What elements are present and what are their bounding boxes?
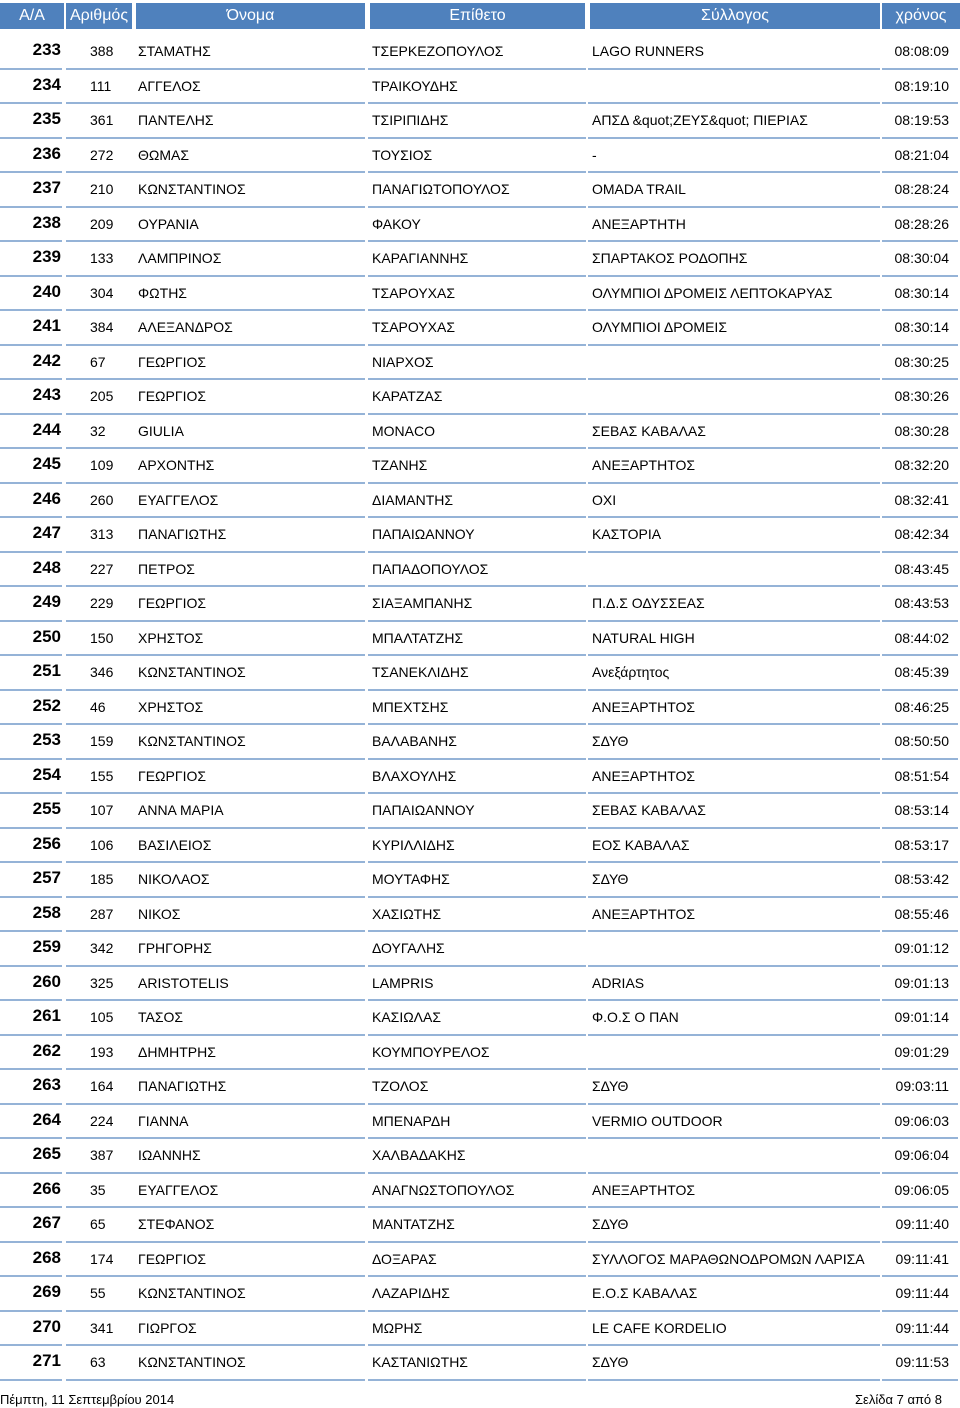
last-name-cell: ΜΠΕΧΤΣΗΣ: [372, 698, 449, 715]
table-row: [0, 829, 960, 864]
time-cell: 09:11:53: [895, 1354, 949, 1370]
rank-cell: 244: [32, 419, 61, 439]
rank-cell: 237: [32, 178, 61, 197]
rank-cell: 245: [32, 454, 61, 473]
bib-number-cell: 229: [90, 595, 114, 611]
club-cell: Ανεξάρτητος: [592, 664, 670, 680]
last-name-cell: MONACO: [372, 422, 435, 439]
table-row: [0, 1105, 960, 1140]
table-row: [0, 1139, 960, 1174]
club-cell: ΣΔΥΘ: [592, 1216, 629, 1232]
table-row: [0, 1277, 960, 1312]
first-name-cell: ΕΥΑΓΓΕΛΟΣ: [138, 491, 219, 508]
last-name-cell: ΤΣΑΝΕΚΛΙΔΗΣ: [372, 664, 469, 680]
table-row: [0, 1312, 960, 1347]
first-name-cell: ΔΗΜΗΤΡΗΣ: [138, 1043, 216, 1060]
club-cell: ΑΝΕΞΑΡΤΗΤΟΣ: [592, 767, 696, 784]
table-row: [0, 242, 960, 277]
last-name-cell: ΤΣΑΡΟΥΧΑΣ: [372, 284, 455, 301]
club-cell: ΑΝΕΞΑΡΤΗΤΟΣ: [592, 457, 696, 473]
row-rule: [66, 1379, 134, 1381]
time-cell: 08:30:04: [894, 250, 949, 266]
rank-cell: 242: [32, 350, 61, 370]
rank-cell: 261: [32, 1006, 61, 1025]
time-cell: 08:19:10: [894, 77, 949, 94]
first-name-cell: ΓΡΗΓΟΡΗΣ: [138, 940, 212, 956]
table-row: [0, 173, 960, 208]
header-last-name: Επίθετο: [370, 3, 585, 29]
time-cell: 09:06:04: [894, 1147, 949, 1163]
club-cell: ΣΔΥΘ: [592, 871, 629, 887]
first-name-cell: ΓΕΩΡΓΙΟΣ: [138, 595, 206, 611]
rank-cell: 265: [32, 1144, 61, 1163]
time-cell: 09:06:03: [894, 1112, 949, 1129]
last-name-cell: ΠΑΠΑΙΩΑΝΝΟΥ: [372, 802, 475, 818]
first-name-cell: ΘΩΜΑΣ: [138, 146, 190, 163]
header-number: Αριθμός: [66, 3, 132, 29]
bib-number-cell: 111: [90, 77, 112, 94]
club-cell: ΣΔΥΘ: [592, 1078, 629, 1094]
bib-number-cell: 63: [90, 1354, 106, 1370]
club-cell: -: [592, 146, 597, 163]
bib-number-cell: 107: [90, 802, 114, 818]
bib-number-cell: 109: [90, 457, 114, 473]
time-cell: 08:30:14: [894, 284, 949, 301]
bib-number-cell: 46: [90, 698, 106, 715]
row-rule: [882, 1379, 958, 1381]
rank-cell: 236: [32, 143, 61, 163]
bib-number-cell: 133: [90, 250, 114, 266]
bib-number-cell: 387: [90, 1147, 114, 1163]
rank-cell: 243: [32, 385, 61, 404]
time-cell: 08:43:53: [894, 595, 949, 611]
row-rule: [134, 1379, 365, 1381]
first-name-cell: ΠΑΝΑΓΙΩΤΗΣ: [138, 1078, 227, 1094]
table-row: [0, 311, 960, 346]
table-row: [0, 139, 960, 174]
table-row: [0, 35, 960, 70]
last-name-cell: ΔΙΑΜΑΝΤΗΣ: [372, 491, 454, 508]
bib-number-cell: 65: [90, 1216, 106, 1232]
time-cell: 08:53:42: [894, 871, 949, 887]
last-name-cell: ΠΑΠΑΙΩΑΝΝΟΥ: [372, 526, 475, 542]
bib-number-cell: 150: [90, 629, 114, 646]
time-cell: 08:08:09: [894, 43, 949, 59]
rank-cell: 262: [32, 1040, 61, 1060]
time-cell: 08:19:53: [894, 112, 949, 128]
club-cell: ΑΝΕΞΑΡΤΗΤΗ: [592, 215, 686, 232]
club-cell: ΟΧΙ: [592, 491, 617, 508]
bib-number-cell: 185: [90, 871, 114, 887]
time-cell: 09:01:14: [894, 1009, 949, 1025]
first-name-cell: ΧΡΗΣΤΟΣ: [138, 698, 204, 715]
club-cell: ΑΝΕΞΑΡΤΗΤΟΣ: [592, 905, 696, 922]
table-row: [0, 208, 960, 243]
club-cell: Π.Δ.Σ ΟΔΥΣΣΕΑΣ: [592, 595, 705, 611]
bib-number-cell: 304: [90, 284, 114, 301]
first-name-cell: ΚΩΝΣΤΑΝΤΙΝΟΣ: [138, 1285, 246, 1301]
table-row: [0, 518, 960, 553]
first-name-cell: ΙΩΑΝΝΗΣ: [138, 1147, 201, 1163]
last-name-cell: ΔΟΞΑΡΑΣ: [372, 1250, 437, 1267]
header-aa: Α/Α: [0, 3, 64, 29]
time-cell: 08:55:46: [894, 905, 949, 922]
first-name-cell: ΚΩΝΣΤΑΝΤΙΝΟΣ: [138, 181, 246, 197]
bib-number-cell: 55: [90, 1285, 106, 1301]
last-name-cell: ΑΝΑΓΝΩΣΤΟΠΟΥΛΟΣ: [372, 1181, 515, 1198]
rank-cell: 257: [32, 868, 61, 887]
table-row: [0, 449, 960, 484]
first-name-cell: ΠΑΝΑΓΙΩΤΗΣ: [138, 526, 227, 542]
table-row: [0, 1070, 960, 1105]
rank-cell: 234: [32, 74, 61, 94]
last-name-cell: ΣΙΑΞΑΜΠΑΝΗΣ: [372, 595, 473, 611]
rank-cell: 253: [32, 730, 61, 749]
first-name-cell: ΓΙΩΡΓΟΣ: [138, 1319, 197, 1336]
time-cell: 09:01:12: [894, 940, 949, 956]
row-rule: [368, 1379, 586, 1381]
last-name-cell: ΧΑΛΒΑΔΑΚΗΣ: [372, 1147, 466, 1163]
rank-cell: 269: [32, 1282, 61, 1301]
time-cell: 08:43:45: [894, 560, 949, 577]
first-name-cell: ARISTOTELIS: [138, 974, 229, 991]
club-cell: ΚΑΣΤΟΡΙΑ: [592, 526, 662, 542]
table-row: [0, 484, 960, 519]
last-name-cell: ΤΖΑΝΗΣ: [372, 457, 428, 473]
club-cell: NATURAL HIGH: [592, 629, 695, 646]
time-cell: 09:11:44: [895, 1319, 949, 1336]
rank-cell: 270: [32, 1316, 61, 1336]
club-cell: VERMIO OUTDOOR: [592, 1112, 723, 1129]
rank-cell: 247: [32, 523, 61, 542]
first-name-cell: ΑΛΕΞΑΝΔΡΟΣ: [138, 319, 233, 335]
club-cell: ΣΥΛΛΟΓΟΣ ΜΑΡΑΘΩΝΟΔΡΟΜΩΝ ΛΑΡΙΣΑ: [592, 1250, 865, 1267]
last-name-cell: ΚΑΣΤΑΝΙΩΤΗΣ: [372, 1354, 468, 1370]
last-name-cell: ΠΑΠΑΔΟΠΟΥΛΟΣ: [372, 560, 489, 577]
table-row: [0, 104, 960, 139]
first-name-cell: ΑΓΓΕΛΟΣ: [138, 77, 201, 94]
first-name-cell: ΛΑΜΠΡΙΝΟΣ: [138, 250, 222, 266]
rank-cell: 266: [32, 1178, 61, 1198]
time-cell: 08:32:20: [894, 457, 949, 473]
table-header: [0, 3, 960, 29]
time-cell: 09:11:40: [895, 1216, 949, 1232]
table-row: [0, 70, 960, 105]
rank-cell: 239: [32, 247, 61, 266]
rank-cell: 267: [32, 1213, 61, 1232]
club-cell: ΕΟΣ ΚΑΒΑΛΑΣ: [592, 836, 690, 853]
table-row: [0, 1243, 960, 1278]
rank-cell: 254: [32, 764, 61, 784]
time-cell: 08:30:26: [894, 388, 949, 404]
club-cell: ΑΝΕΞΑΡΤΗΤΟΣ: [592, 698, 696, 715]
last-name-cell: ΚΑΡΑΓΙΑΝΝΗΣ: [372, 250, 469, 266]
last-name-cell: ΔΟΥΓΑΛΗΣ: [372, 940, 445, 956]
last-name-cell: ΜΟΥΤΑΦΗΣ: [372, 871, 450, 887]
first-name-cell: ΣΤΕΦΑΝΟΣ: [138, 1216, 215, 1232]
table-row: [0, 656, 960, 691]
bib-number-cell: 67: [90, 353, 106, 370]
club-cell: Φ.Ο.Σ Ο ΠΑΝ: [592, 1009, 679, 1025]
rank-cell: 268: [32, 1247, 61, 1267]
bib-number-cell: 105: [90, 1009, 114, 1025]
header-club: Σύλλογος: [590, 3, 880, 29]
table-row: [0, 346, 960, 381]
first-name-cell: ΝΙΚΟΣ: [138, 905, 181, 922]
first-name-cell: ΠΕΤΡΟΣ: [138, 560, 195, 577]
table-row: [0, 760, 960, 795]
first-name-cell: ΚΩΝΣΤΑΝΤΙΝΟΣ: [138, 664, 246, 680]
header-time: χρόνος: [882, 3, 960, 29]
time-cell: 09:11:41: [895, 1250, 949, 1267]
rank-cell: 240: [32, 281, 61, 301]
time-cell: 08:45:39: [894, 664, 949, 680]
bib-number-cell: 260: [90, 491, 114, 508]
club-cell: OMADA TRAIL: [592, 181, 686, 197]
last-name-cell: ΠΑΝΑΓΙΩΤΟΠΟΥΛΟΣ: [372, 181, 510, 197]
club-cell: ΑΝΕΞΑΡΤΗΤΟΣ: [592, 1181, 696, 1198]
bib-number-cell: 313: [90, 526, 114, 542]
rank-cell: 233: [32, 40, 61, 59]
first-name-cell: ΓΕΩΡΓΙΟΣ: [138, 353, 206, 370]
first-name-cell: ΓΕΩΡΓΙΟΣ: [138, 1250, 206, 1267]
first-name-cell: ΠΑΝΤΕΛΗΣ: [138, 112, 214, 128]
last-name-cell: ΝΙΑΡΧΟΣ: [372, 353, 434, 370]
first-name-cell: ΓΕΩΡΓΙΟΣ: [138, 388, 206, 404]
last-name-cell: ΦΑΚΟΥ: [372, 215, 421, 232]
rank-cell: 255: [32, 799, 61, 818]
bib-number-cell: 155: [90, 767, 114, 784]
time-cell: 08:53:17: [894, 836, 949, 853]
rank-cell: 251: [32, 661, 61, 680]
table-row: [0, 622, 960, 657]
bib-number-cell: 287: [90, 905, 114, 922]
first-name-cell: ΚΩΝΣΤΑΝΤΙΝΟΣ: [138, 733, 246, 749]
time-cell: 08:21:04: [894, 146, 949, 163]
bib-number-cell: 193: [90, 1043, 114, 1060]
first-name-cell: ΝΙΚΟΛΑΟΣ: [138, 871, 210, 887]
rank-cell: 235: [32, 109, 61, 128]
table-row: [0, 553, 960, 588]
last-name-cell: ΤΣΕΡΚΕΖΟΠΟΥΛΟΣ: [372, 43, 504, 59]
first-name-cell: ΑΝΝΑ ΜΑΡΙΑ: [138, 802, 224, 818]
last-name-cell: ΜΑΝΤΑΤΖΗΣ: [372, 1216, 455, 1232]
bib-number-cell: 159: [90, 733, 114, 749]
bib-number-cell: 325: [90, 974, 114, 991]
bib-number-cell: 32: [90, 422, 106, 439]
bib-number-cell: 227: [90, 560, 114, 577]
time-cell: 08:51:54: [894, 767, 949, 784]
time-cell: 08:46:25: [894, 698, 949, 715]
time-cell: 08:32:41: [894, 491, 949, 508]
bib-number-cell: 224: [90, 1112, 114, 1129]
first-name-cell: ΒΑΣΙΛΕΙΟΣ: [138, 836, 212, 853]
table-row: [0, 898, 960, 933]
first-name-cell: ΓΕΩΡΓΙΟΣ: [138, 767, 206, 784]
time-cell: 09:06:05: [894, 1181, 949, 1198]
bib-number-cell: 205: [90, 388, 114, 404]
first-name-cell: ΟΥΡΑΝΙΑ: [138, 215, 199, 232]
table-row: [0, 277, 960, 312]
club-cell: ΟΛΥΜΠΙΟΙ ΔΡΟΜΕΙΣ: [592, 319, 727, 335]
rank-cell: 256: [32, 833, 61, 853]
club-cell: LE CAFE KORDELIO: [592, 1319, 727, 1336]
club-cell: ΣΔΥΘ: [592, 733, 629, 749]
time-cell: 09:01:29: [894, 1043, 949, 1060]
rank-cell: 250: [32, 626, 61, 646]
club-cell: LAGO RUNNERS: [592, 43, 705, 59]
bib-number-cell: 106: [90, 836, 114, 853]
time-cell: 09:11:44: [895, 1285, 949, 1301]
last-name-cell: ΤΟΥΣΙΟΣ: [372, 146, 433, 163]
bib-number-cell: 209: [90, 215, 114, 232]
rank-cell: 258: [32, 902, 61, 922]
last-name-cell: ΤΖΟΛΟΣ: [372, 1078, 429, 1094]
time-cell: 08:28:24: [894, 181, 949, 197]
table-row: [0, 1001, 960, 1036]
table-row: [0, 1208, 960, 1243]
last-name-cell: ΤΣΑΡΟΥΧΑΣ: [372, 319, 455, 335]
table-row: [0, 380, 960, 415]
club-cell: ΑΠΣΔ &quot;ΖΕΥΣ&quot; ΠΙΕΡΙΑΣ: [592, 112, 808, 128]
header-first-name: Όνομα: [136, 3, 365, 29]
time-cell: 08:28:26: [894, 215, 949, 232]
club-cell: ΟΛΥΜΠΙΟΙ ΔΡΟΜΕΙΣ ΛΕΠΤΟΚΑΡΥΑΣ: [592, 284, 833, 301]
rank-cell: 248: [32, 557, 61, 577]
bib-number-cell: 174: [90, 1250, 114, 1267]
rank-cell: 259: [32, 937, 61, 956]
table-row: [0, 1174, 960, 1209]
club-cell: Ε.Ο.Σ ΚΑΒΑΛΑΣ: [592, 1285, 698, 1301]
row-rule: [0, 1379, 62, 1381]
footer-date: Πέμπτη, 11 Σεπτεμβρίου 2014: [0, 1392, 175, 1407]
rank-cell: 263: [32, 1075, 61, 1094]
last-name-cell: ΛΑΖΑΡΙΔΗΣ: [372, 1285, 450, 1301]
first-name-cell: ΓΙΑΝΝΑ: [138, 1112, 189, 1129]
bib-number-cell: 341: [90, 1319, 114, 1336]
club-cell: ΣΔΥΘ: [592, 1354, 629, 1370]
first-name-cell: ΣΤΑΜΑΤΗΣ: [138, 43, 211, 59]
rank-cell: 271: [32, 1351, 61, 1370]
club-cell: ΣΠΑΡΤΑΚΟΣ ΡΟΔΟΠΗΣ: [592, 250, 748, 266]
last-name-cell: ΚΥΡΙΛΛΙΔΗΣ: [372, 836, 455, 853]
time-cell: 08:53:14: [894, 802, 949, 818]
time-cell: 09:01:13: [894, 974, 949, 991]
time-cell: 08:30:25: [894, 353, 949, 370]
table-row: [0, 415, 960, 450]
last-name-cell: ΧΑΣΙΩΤΗΣ: [372, 905, 442, 922]
last-name-cell: ΒΑΛΑΒΑΝΗΣ: [372, 733, 457, 749]
bib-number-cell: 384: [90, 319, 114, 335]
last-name-cell: ΜΠΕΝΑΡΔΗ: [372, 1112, 451, 1129]
time-cell: 09:03:11: [895, 1078, 949, 1094]
first-name-cell: ΦΩΤΗΣ: [138, 284, 187, 301]
rank-cell: 260: [32, 971, 61, 991]
last-name-cell: ΤΣΙΡΙΠΙΔΗΣ: [372, 112, 449, 128]
table-row: [0, 691, 960, 726]
time-cell: 08:42:34: [894, 526, 949, 542]
time-cell: 08:44:02: [894, 629, 949, 646]
first-name-cell: GIULIA: [138, 422, 184, 439]
rank-cell: 246: [32, 488, 61, 508]
time-cell: 08:30:28: [894, 422, 949, 439]
last-name-cell: ΚΟΥΜΠΟΥΡΕΛΟΣ: [372, 1043, 490, 1060]
bib-number-cell: 346: [90, 664, 114, 680]
bib-number-cell: 361: [90, 112, 114, 128]
last-name-cell: ΤΡΑΙΚΟΥΔΗΣ: [372, 77, 458, 94]
table-row: [0, 587, 960, 622]
table-row: [0, 1036, 960, 1071]
first-name-cell: ΚΩΝΣΤΑΝΤΙΝΟΣ: [138, 1354, 246, 1370]
rank-cell: 241: [32, 316, 61, 335]
bib-number-cell: 164: [90, 1078, 114, 1094]
table-row: [0, 967, 960, 1002]
bib-number-cell: 35: [90, 1181, 106, 1198]
bib-number-cell: 342: [90, 940, 114, 956]
last-name-cell: ΒΛΑΧΟΥΛΗΣ: [372, 767, 457, 784]
club-cell: ΣΕΒΑΣ ΚΑΒΑΛΑΣ: [592, 802, 706, 818]
table-row: [0, 1346, 960, 1381]
first-name-cell: ΤΑΣΟΣ: [138, 1009, 184, 1025]
club-cell: ADRIAS: [592, 974, 645, 991]
footer-page-number: Σελίδα 7 από 8: [855, 1392, 942, 1407]
rank-cell: 264: [32, 1109, 61, 1129]
rank-cell: 238: [32, 212, 61, 232]
rank-cell: 252: [32, 695, 61, 715]
row-rule: [588, 1379, 880, 1381]
rank-cell: 249: [32, 592, 61, 611]
last-name-cell: ΜΠΑΛΤΑΤΖΗΣ: [372, 629, 464, 646]
last-name-cell: ΜΩΡΗΣ: [372, 1319, 423, 1336]
time-cell: 08:50:50: [894, 733, 949, 749]
last-name-cell: LAMPRIS: [372, 974, 434, 991]
table-row: [0, 863, 960, 898]
results-table: [0, 35, 960, 1381]
first-name-cell: ΧΡΗΣΤΟΣ: [138, 629, 204, 646]
time-cell: 08:30:14: [894, 319, 949, 335]
last-name-cell: ΚΑΣΙΩΛΑΣ: [372, 1009, 442, 1025]
table-row: [0, 794, 960, 829]
bib-number-cell: 210: [90, 181, 114, 197]
table-row: [0, 932, 960, 967]
first-name-cell: ΕΥΑΓΓΕΛΟΣ: [138, 1181, 219, 1198]
bib-number-cell: 272: [90, 146, 114, 163]
last-name-cell: ΚΑΡΑΤΖΑΣ: [372, 388, 443, 404]
club-cell: ΣΕΒΑΣ ΚΑΒΑΛΑΣ: [592, 422, 706, 439]
table-row: [0, 725, 960, 760]
bib-number-cell: 388: [90, 43, 114, 59]
first-name-cell: ΑΡΧΟΝΤΗΣ: [138, 457, 215, 473]
